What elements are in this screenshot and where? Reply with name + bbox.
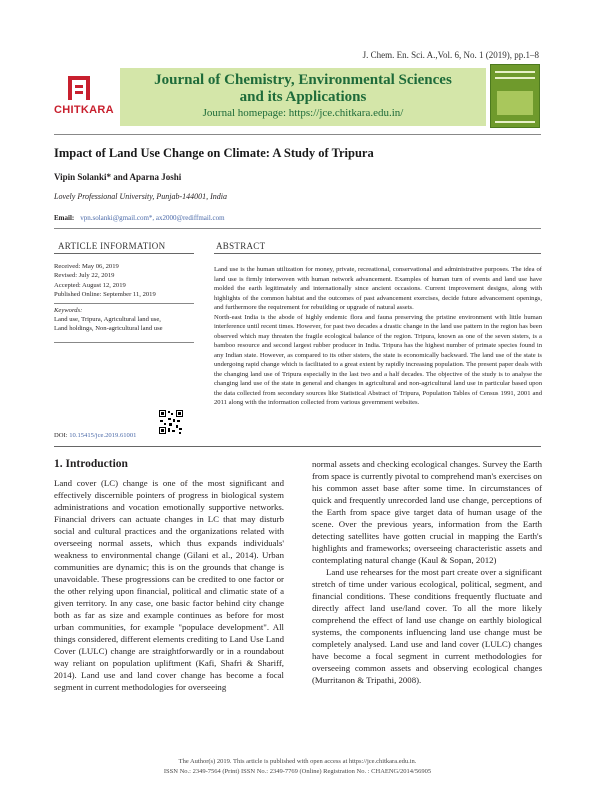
- abstract-underline: [214, 253, 541, 254]
- doi-label: DOI:: [54, 432, 68, 439]
- body-paragraph: Land use rehearses for the most part create over a significant stretch of time under various ecological, political, segment, and financial conditions. These conditions frequently fluctuate and directly affect land use/land cover. To all the more likely comprehend the effect of land use change on earthly biological systems, the components influencing land use change must be completely analysed. Land use and land cover (LULC) changes have become a focal segment in current methodologies for overseeing common assets and observing ecological changes (Murritanon & Tripathi, 2008).: [312, 567, 542, 685]
- header-rule: [54, 134, 541, 135]
- revised-date: Revised: July 22, 2019: [54, 272, 115, 280]
- article-title: Impact of Land Use Change on Climate: A Study of Tripura: [54, 146, 374, 160]
- abstract-body: [214, 265, 542, 408]
- chitkara-logo-icon: [68, 76, 90, 100]
- article-info-underline: [54, 253, 194, 254]
- introduction-heading: 1. Introduction: [54, 458, 128, 470]
- footer-open-access: The Author(s) 2019. This article is published with open access at https://jce.chitkara.edu.in.: [178, 758, 417, 765]
- right-column: [312, 458, 542, 686]
- published-date: Published Online: September 11, 2019: [54, 291, 156, 299]
- logo-text: CHITKARA: [54, 104, 114, 116]
- abstract-paragraph: North-east India is the abode of highly endemic flora and fauna preserving the pristine environment with little human interference until recent times. However, for past two decades a drastic change in the land use pattern in the region has been observed which may threaten the fragile ecological balance of the region. Tripura, known as one of the seven sisters, is a bamboo resource and second largest rubber producer in India. Tripura has the highest number of primate species found in any Indian state. However, as compared to its other sisters, the state is economically backward. The land use of the state is undergoing rapid change which is facilitated to a great extent by rapidly increasing population. The present paper deals with the changing land use of Tripura especially in the last two and a half decades. The objective of the study is to analyse the changing land use of the state in general and changes in agricultural and non-agricultural land use in particular based upon the data collected from secondary sources like Statistical Abstract of Tripura, Population Tables of Census 1991, 2001 and 2011 along with the information collected from various government websites.: [214, 313, 542, 406]
- body-paragraph: normal assets and checking ecological changes. Survey the Earth from space is currently pivotal to comprehend man's exercises on his common asset base after some time. In circumstances of quick and frequently unrecorded land use change, perceptions of the Earth from space give target data of human usage of the scene. Over the previous years, information from the Earth detecting satellites have gotten crucial in mapping the Earth's highlights and frameworks; overseeing characteristic assets and contemplating natural change (Kaul & Sopan, 2012): [312, 459, 542, 565]
- article-info-box: [54, 262, 194, 334]
- keywords-label: Keywords:: [54, 303, 194, 315]
- left-column: [54, 458, 284, 693]
- citation-line: J. Chem. En. Sci. A.,Vol. 6, No. 1 (2019), pp.1–8: [362, 50, 539, 60]
- doi-line: [54, 432, 136, 439]
- affiliation: Lovely Professional University, Punjab-144001, India: [54, 192, 228, 201]
- received-date: Received: May 06, 2019: [54, 263, 119, 270]
- journal-title-line2: and its Applications: [239, 89, 367, 105]
- email-line: [54, 214, 225, 222]
- abstract-bottom-rule: [54, 446, 541, 447]
- footer-issn: ISSN No.: 2349-7564 (Print) ISSN No.: 2349-7769 (Online) Registration No. : CHAENG/2014/56905: [163, 768, 432, 775]
- qr-code-icon[interactable]: [159, 410, 183, 434]
- doi-link[interactable]: 10.15415/jce.2019.61001: [69, 432, 137, 439]
- authors: Vipin Solanki* and Aparna Joshi: [54, 172, 182, 182]
- email-value[interactable]: vpn.solanki@gmail.com*, ax2000@rediffmail.com: [80, 214, 225, 222]
- info-top-rule: [54, 228, 541, 229]
- journal-cover-thumbnail: [490, 64, 540, 128]
- keywords-line1: Land use, Tripura, Agricultural land use,: [54, 316, 161, 324]
- body-paragraph: Land cover (LC) change is one of the most significant and effectively discernible pointers of progress in biological system administrations and vocation emotionally supportive networks. Financial drivers can actuate changes in LC that may disturb social and cultural practices and the organizations related with overseeing normal assets, which thus expands individuals' weakness to environmental change (Gilani et al., 2014). Urban communities are dynamic; this is on the grounds that change is unavoidable. These progressions can be credited to one factor or the other relying upon financial, political and climatic state of a given territory. In any case, one basic factor behind city change both as far as size and example continues as before for most urban communities, for example "populace development". All things considered, different elements crediting to Land Use Land Cover (LULC) change are straightforwardly or in a roundabout way reliant on population upliftment (Kafi, Shafri & Shariff, 2014). Land use and land cover change has become a focal segment in current methodologies for overseeing: [54, 478, 284, 692]
- journal-title-line1: Journal of Chemistry, Environmental Sciences: [154, 72, 452, 88]
- email-label: Email:: [54, 214, 75, 222]
- keywords-line2: Land holdings, Non-agricultural land use: [54, 325, 163, 333]
- journal-homepage[interactable]: Journal homepage: https://jce.chitkara.edu.in/: [202, 107, 404, 119]
- publisher-logo: [54, 76, 114, 116]
- article-info-heading: ARTICLE INFORMATION: [58, 241, 166, 251]
- journal-banner: [120, 68, 486, 126]
- abstract-heading: ABSTRACT: [216, 241, 266, 251]
- accepted-date: Accepted: August 12, 2019: [54, 281, 126, 289]
- abstract-paragraph: Land use is the human utilization for money, private, recreational, conservational and administrative purposes. The idea of land use is firmly interwoven with human network advancement. Examples of human turn of events and land use have molded the earth legitimately and internationally since ancient occasions. Current improvement designs, along with highlights of the common habitat and the outcomes of past advancement exercises, decide future advancement openings, and furthermore the requirement for rebuilding or upgrade of natural assets.: [214, 266, 542, 311]
- keywords-bottom-rule: [54, 342, 194, 343]
